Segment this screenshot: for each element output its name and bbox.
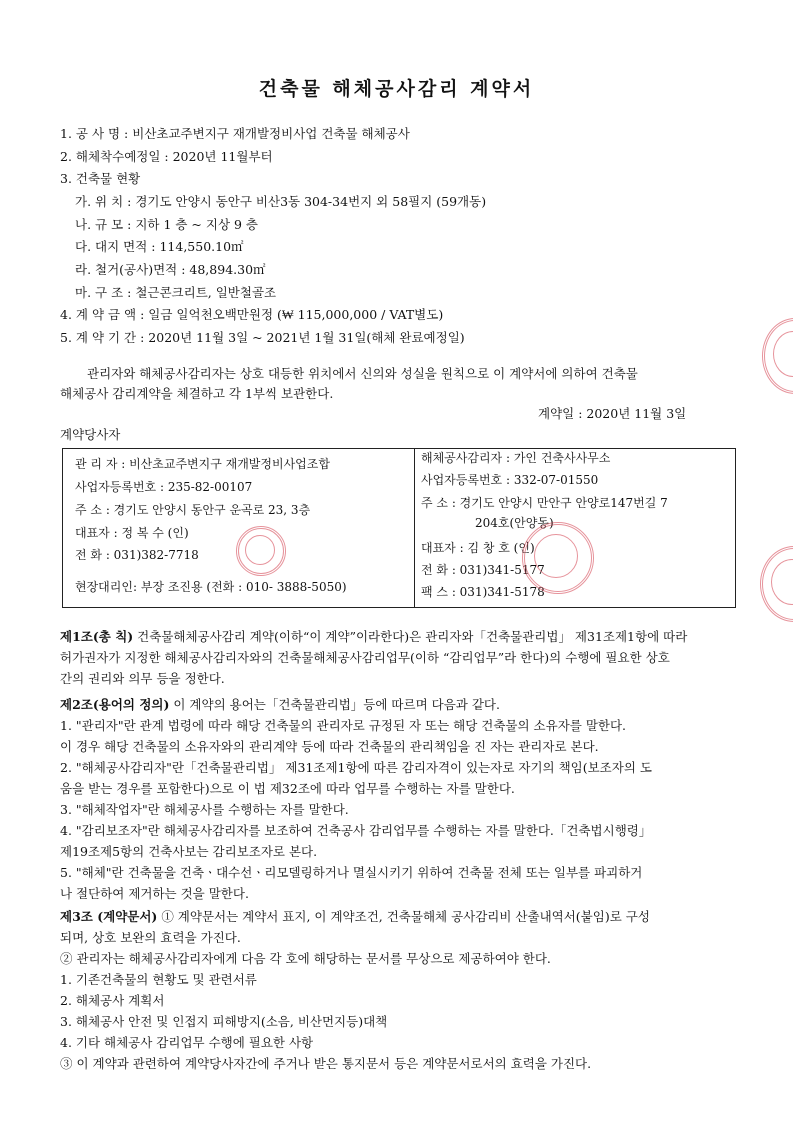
value: 2020년 11월 3일 ~ 2021년 1월 31일(해체 완료예정일) bbox=[148, 330, 465, 345]
value: 48,894.30㎡ bbox=[189, 262, 266, 277]
article-line: 2. "해체공사감리자"란「건축물관리법」 제31조제1항에 따른 감리자격이 있는자로 자기의 책임(보조자의 도 bbox=[60, 760, 652, 775]
seal-stamp-icon bbox=[760, 546, 793, 622]
article-line: 간의 권리와 의무 등을 정한다. bbox=[60, 671, 225, 686]
article-heading: 제3조 (계약문서) bbox=[60, 909, 158, 924]
article-line: 3. "해체작업자"란 해체공사를 수행하는 자를 말한다. bbox=[60, 802, 349, 817]
seal-stamp-icon bbox=[762, 318, 793, 394]
article-line: 나 절단하여 제거하는 것을 말한다. bbox=[60, 886, 249, 901]
supervisor-phone: 전 화 : 031)341-5177 bbox=[421, 563, 545, 577]
parties-heading: 계약당사자 bbox=[60, 427, 121, 442]
site-area-row bbox=[75, 239, 244, 255]
intro-line-2: 해체공사 감리계약을 체결하고 각 1부씩 보관한다. bbox=[60, 386, 334, 401]
article-line: 5. "해체"란 건축물을 건축ㆍ대수선ㆍ리모델링하거나 멸실시키기 위하여 건축물 전체 또는 일부를 파괴하거 bbox=[60, 865, 643, 880]
structure-row bbox=[75, 285, 276, 301]
project-name-row bbox=[60, 126, 410, 142]
manager-phone: 전 화 : 031)382-7718 bbox=[75, 548, 199, 562]
value: 철근콘크리트, 일반철골조 bbox=[135, 285, 277, 300]
article-2 bbox=[60, 694, 740, 904]
value: 경기도 안양시 동안구 비산3동 304-34번지 외 58필지 (59개동) bbox=[135, 194, 487, 209]
article-heading: 제2조(용어의 정의) bbox=[60, 697, 170, 712]
article-line: 되며, 상호 보완의 효력을 가진다. bbox=[60, 930, 241, 945]
article-line: 움을 받는 경우를 포함한다)으로 이 법 제32조에 따라 업무를 수행하는 자를 말한다. bbox=[60, 781, 515, 796]
supervisor-representative: 대표자 : 김 창 호 (인) bbox=[421, 541, 535, 555]
value: 2020년 11월부터 bbox=[172, 149, 273, 164]
contract-amount-row bbox=[60, 307, 443, 323]
article-1 bbox=[60, 626, 740, 689]
label: 다. 대지 면적 : bbox=[75, 239, 156, 254]
article-line: 4. "감리보조자"란 해체공사감리자를 보조하여 건축공사 감리업무를 수행하는 자를 말한다.「건축법시행령」 bbox=[60, 823, 652, 838]
label: 마. 구 조 : bbox=[75, 285, 132, 300]
supervisor-name: 해체공사감리자 : 가인 건축사사무소 bbox=[421, 451, 611, 465]
article-line: 4. 기타 해체공사 감리업무 수행에 필요한 사항 bbox=[60, 1035, 314, 1050]
article-line: ② 관리자는 해체공사감리자에게 다음 각 호에 해당하는 문서를 무상으로 제공하여야 한다. bbox=[60, 951, 551, 966]
article-heading: 제1조(총 칙) bbox=[60, 629, 134, 644]
start-date-row bbox=[60, 149, 273, 165]
article-line: 1. "관리자"란 관계 법령에 따라 해당 건축물의 관리자로 규정된 자 또는 해당 건축물의 소유자를 말한다. bbox=[60, 718, 627, 733]
location-row bbox=[75, 194, 486, 210]
manager-party bbox=[63, 449, 415, 607]
supervisor-fax: 팩 스 : 031)341-5178 bbox=[421, 585, 545, 599]
label: 4. 계 약 금 액 : bbox=[60, 307, 145, 322]
label: 2. 해체착수예정일 : bbox=[60, 149, 169, 164]
contract-period-row bbox=[60, 330, 465, 346]
label: 1. 공 사 명 : bbox=[60, 126, 129, 141]
article-line: 제1조(총 칙) 건축물해체공사감리 계약(이하“이 계약”이라한다)은 관리자와「건축물관리법」 제31조제1항에 따라 bbox=[60, 629, 688, 644]
supervisor-reg-no: 사업자등록번호 : 332-07-01550 bbox=[421, 473, 599, 487]
seal-stamp-icon bbox=[522, 522, 594, 594]
value: 지하 1 층 ~ 지상 9 층 bbox=[135, 217, 258, 232]
manager-name: 관 리 자 : 비산초교주변지구 재개발정비사업조합 bbox=[75, 457, 330, 471]
label: 가. 위 치 : bbox=[75, 194, 132, 209]
parties-table bbox=[62, 448, 736, 608]
manager-representative: 대표자 : 정 복 수 (인) bbox=[75, 526, 189, 540]
article-line: 3. 해체공사 안전 및 인접지 피해방지(소음, 비산먼지등)대책 bbox=[60, 1014, 388, 1029]
article-line: 2. 해체공사 계획서 bbox=[60, 993, 165, 1008]
label: 나. 규 모 : bbox=[75, 217, 132, 232]
building-status-heading: 3. 건축물 현황 bbox=[60, 171, 141, 186]
value: 일금 일억천오백만원정 (₩ 115,000,000 / VAT별도) bbox=[148, 307, 444, 322]
intro-line-1: 관리자와 해체공사감리자는 상호 대등한 위치에서 신의와 성실을 원칙으로 이 계약서에 의하여 건축물 bbox=[87, 366, 638, 381]
value: 비산초교주변지구 재개발정비사업 건축물 해체공사 bbox=[132, 126, 410, 141]
article-line: 제2조(용어의 정의) 이 계약의 용어는「건축물관리법」등에 따르며 다음과 같다. bbox=[60, 697, 500, 712]
document-title: 건축물 해체공사감리 계약서 bbox=[258, 78, 535, 100]
contract-date: 계약일 : 2020년 11월 3일 bbox=[538, 406, 687, 421]
site-agent: 현장대리인: 부장 조진용 (전화 : 010- 3888-5050) bbox=[75, 580, 347, 594]
demolition-area-row bbox=[75, 262, 266, 278]
value: 114,550.10㎡ bbox=[159, 239, 244, 254]
manager-address: 주 소 : 경기도 안양시 동안구 운곡로 23, 3층 bbox=[75, 503, 311, 517]
article-line: 제3조 (계약문서) ① 계약문서는 계약서 표지, 이 계약조건, 건축물해체 공사감리비 산출내역서(붙임)로 구성 bbox=[60, 909, 650, 924]
article-line: 제19조제5항의 건축사보는 감리보조자로 본다. bbox=[60, 844, 318, 859]
article-line: 이 경우 해당 건축물의 소유자와의 관리계약 등에 따라 건축물의 관리책임을 진 자는 관리자로 본다. bbox=[60, 739, 599, 754]
supervisor-address: 주 소 : 경기도 안양시 만안구 안양로147번길 7 bbox=[421, 496, 668, 510]
article-line: 1. 기존건축물의 현황도 및 관련서류 bbox=[60, 972, 257, 987]
supervisor-address-2: 204호(안양동) bbox=[475, 516, 554, 530]
label: 라. 철거(공사)면적 : bbox=[75, 262, 186, 277]
scale-row bbox=[75, 217, 258, 233]
label: 5. 계 약 기 간 : bbox=[60, 330, 145, 345]
manager-reg-no: 사업자등록번호 : 235-82-00107 bbox=[75, 480, 253, 494]
article-3 bbox=[60, 906, 740, 1074]
article-line: 허가권자가 지정한 해체공사감리자와의 건축물해체공사감리업무(이하 “감리업무”라 한다)의 수행에 필요한 상호 bbox=[60, 650, 670, 665]
article-line: ③ 이 계약과 관련하여 계약당사자간에 주거나 받은 통지문서 등은 계약문서로서의 효력을 가진다. bbox=[60, 1056, 592, 1071]
seal-stamp-icon bbox=[236, 526, 286, 576]
